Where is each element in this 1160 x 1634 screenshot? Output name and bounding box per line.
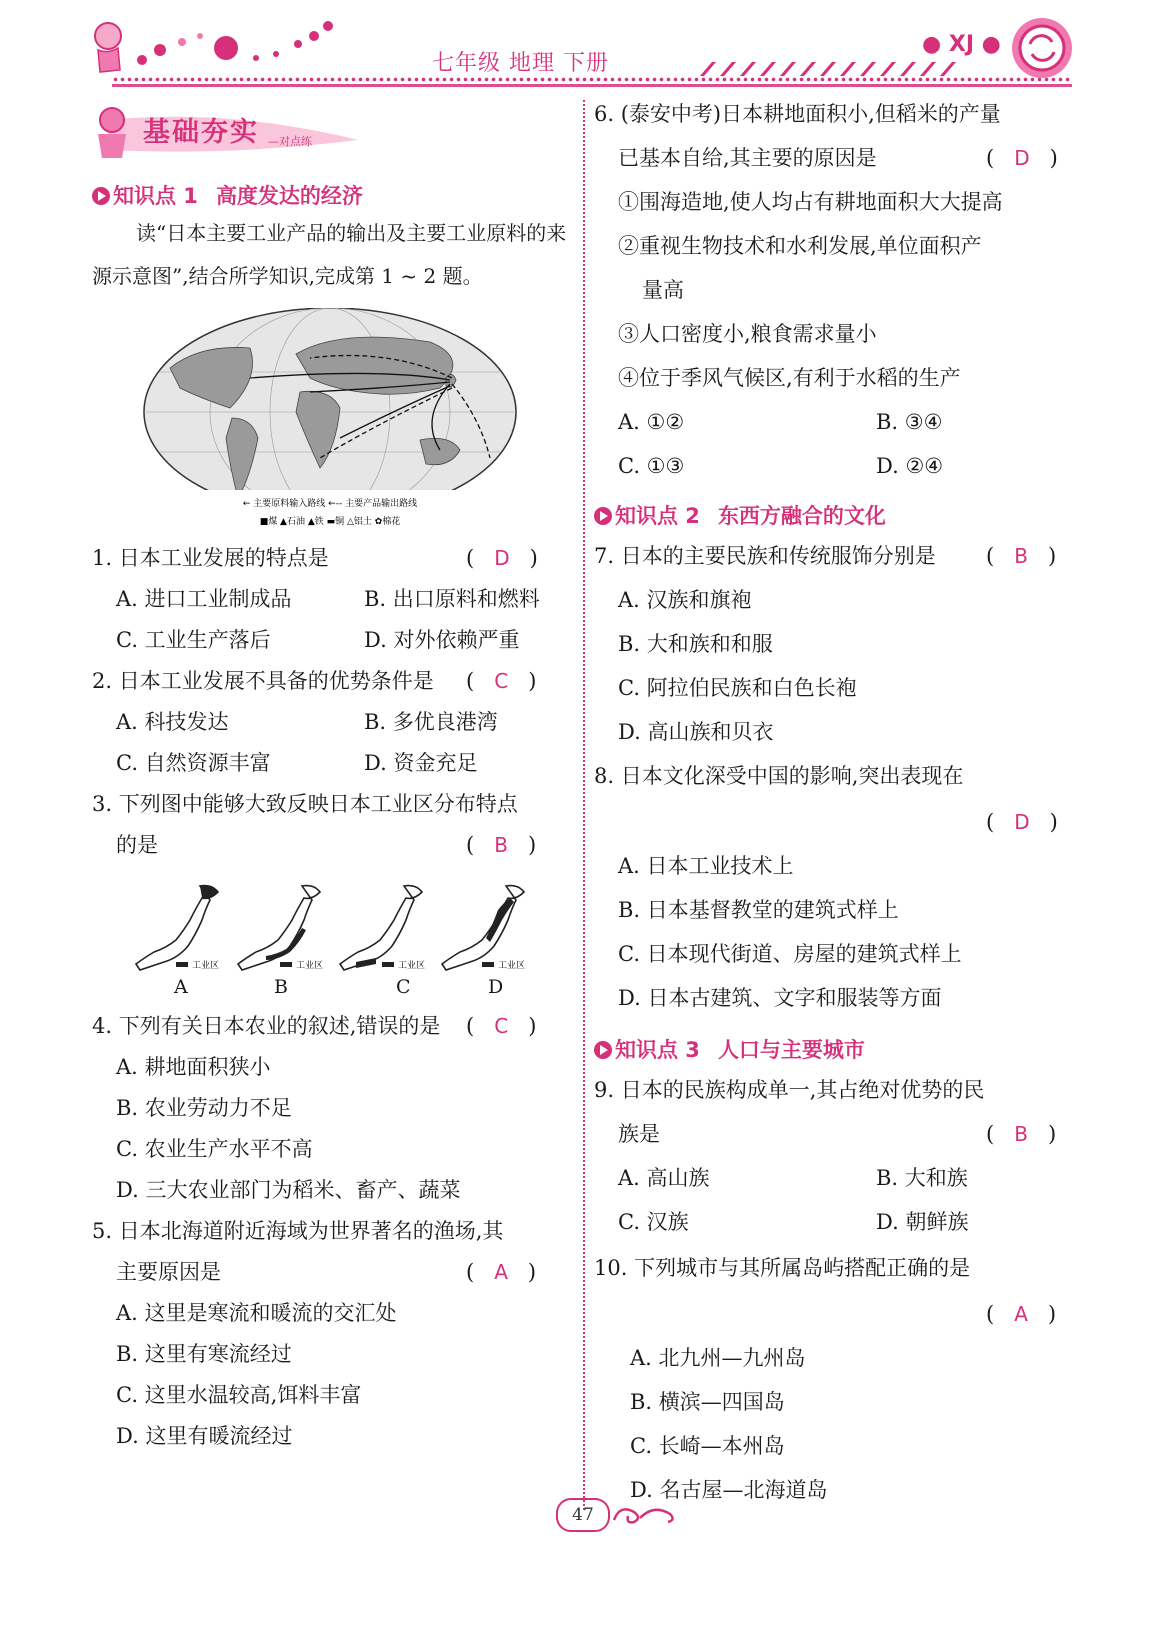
kp3-title: 人口与主要城市: [717, 1038, 865, 1062]
kp1-label: 知识点 1: [113, 184, 198, 208]
question-10-answer: ( A ): [986, 1302, 1057, 1326]
japan-map-a: [136, 886, 218, 970]
question-1-stem: 1. 日本工业发展的特点是: [92, 546, 329, 570]
question-6-answer: ( D ): [986, 146, 1058, 170]
map-a-legend: 工业区: [192, 961, 220, 971]
japan-map-c: [340, 886, 422, 970]
q6-option-b: B. ③④: [876, 410, 943, 434]
question-5-stem: 5. 日本北海道附近海域为世界著名的渔场,其: [92, 1219, 504, 1243]
q7-option-b: B. 大和族和和服: [618, 632, 773, 656]
q7-option-a: A. 汉族和旗袍: [618, 588, 752, 612]
kp2-label: 知识点 2: [615, 504, 700, 528]
column-divider: [583, 100, 585, 1510]
question-10-stem: 10. 下列城市与其所属岛屿搭配正确的是: [594, 1256, 971, 1280]
q10-option-b: B. 横滨—四国岛: [630, 1390, 785, 1414]
question-2-answer: ( C ): [466, 669, 537, 693]
question-5-answer: ( A ): [466, 1260, 537, 1284]
q2-option-d: D. 资金充足: [364, 751, 478, 775]
page-number: 47: [556, 1498, 610, 1532]
q7-option-c: C. 阿拉伯民族和白色长袍: [618, 676, 857, 700]
question-5-stem-cont: 主要原因是: [116, 1260, 221, 1284]
q8-option-a: A. 日本工业技术上: [618, 854, 794, 878]
q9-option-b: B. 大和族: [876, 1166, 968, 1190]
question-9-stem: 9. 日本的民族构成单一,其占绝对优势的民: [594, 1078, 985, 1102]
kp3-label: 知识点 3: [615, 1038, 700, 1062]
question-8-stem: 8. 日本文化深受中国的影响,突出表现在: [594, 764, 964, 788]
q10-option-c: C. 长崎—本州岛: [630, 1434, 785, 1458]
question-1-answer: ( D ): [466, 546, 538, 570]
world-map-figure: [140, 308, 520, 548]
japan-map-b: [238, 886, 320, 970]
kp1-title: 高度发达的经济: [215, 184, 363, 208]
q9-option-a: A. 高山族: [618, 1166, 710, 1190]
japan-map-d: [442, 886, 524, 970]
map-label-c: C: [396, 976, 411, 998]
q4-option-a: A. 耕地面积狭小: [116, 1055, 271, 1079]
q8-option-b: B. 日本基督教堂的建筑式样上: [618, 898, 899, 922]
question-3-stem-cont: 的是: [116, 833, 158, 857]
q9-option-d: D. 朝鲜族: [876, 1210, 969, 1234]
q6-statement-2: ②重视生物技术和水利发展,单位面积产: [618, 234, 982, 258]
map-d-legend: 工业区: [498, 961, 526, 971]
knowledge-point-2: [594, 500, 886, 530]
play-icon: [594, 1041, 612, 1059]
q6-statement-3: ③人口密度小,粮食需求量小: [618, 322, 877, 346]
section-title: 基础夯实: [143, 117, 259, 148]
map-legend-resources: ■煤 ▲石油 ▲铁 ▬铜 △铝土 ✿棉花: [259, 517, 401, 527]
q1-option-c: C. 工业生产落后: [116, 628, 271, 652]
question-3-stem: 3. 下列图中能够大致反映日本工业区分布特点: [92, 792, 518, 816]
header-title: 七年级 地理 下册: [432, 51, 609, 76]
intro-paragraph: 读“日本主要工业产品的输出及主要工业原料的来源示意图”,结合所学知识,完成第 1 ~ 2 题。: [92, 221, 567, 288]
q6-option-a: A. ①②: [618, 410, 685, 434]
map-c-legend: 工业区: [398, 961, 426, 971]
play-icon: [92, 187, 110, 205]
q5-option-d: D. 这里有暖流经过: [116, 1424, 293, 1448]
question-9-answer: ( B ): [986, 1122, 1057, 1146]
header-rule: [112, 84, 1072, 87]
q5-option-b: B. 这里有寒流经过: [116, 1342, 292, 1366]
map-b-legend: 工业区: [296, 961, 324, 971]
question-4-answer: ( C ): [466, 1014, 537, 1038]
q5-option-c: C. 这里水温较高,饵料丰富: [116, 1383, 362, 1407]
map-label-d: D: [488, 976, 504, 998]
q8-option-c: C. 日本现代街道、房屋的建筑式样上: [618, 942, 962, 966]
question-8-answer: ( D ): [986, 810, 1058, 834]
q6-statement-1: ①围海造地,使人均占有耕地面积大大提高: [618, 190, 1003, 214]
q1-option-b: B. 出口原料和燃料: [364, 587, 540, 611]
q8-option-d: D. 日本古建筑、文字和服装等方面: [618, 986, 942, 1010]
q4-option-d: D. 三大农业部门为稻米、畜产、蔬菜: [116, 1178, 461, 1202]
question-7-stem: 7. 日本的主要民族和传统服饰分别是: [594, 544, 936, 568]
q6-statement-4: ④位于季风气候区,有利于水稻的生产: [618, 366, 961, 390]
map-label-b: B: [274, 976, 288, 998]
q9-option-c: C. 汉族: [618, 1210, 689, 1234]
q10-option-a: A. 北九州—九州岛: [630, 1346, 806, 1370]
q6-option-c: C. ①③: [618, 454, 685, 478]
q5-option-a: A. 这里是寒流和暖流的交汇处: [116, 1301, 397, 1325]
q6-option-d: D. ②④: [876, 454, 944, 478]
header-code: ● XJ ●: [922, 32, 1001, 57]
knowledge-point-3: [594, 1034, 865, 1064]
question-6-stem-cont: 已基本自给,其主要的原因是: [618, 146, 877, 170]
q2-option-c: C. 自然资源丰富: [116, 751, 271, 775]
q6-statement-2-cont: 量高: [642, 278, 684, 302]
footer-swirl-icon: [610, 1500, 680, 1530]
q4-option-b: B. 农业劳动力不足: [116, 1096, 292, 1120]
q2-option-a: A. 科技发达: [116, 710, 229, 734]
japan-maps-figure: [130, 880, 550, 980]
map-label-a: A: [174, 976, 188, 998]
q7-option-d: D. 高山族和贝衣: [618, 720, 774, 744]
header-dotted-rule: [112, 76, 1072, 84]
q1-option-d: D. 对外依赖严重: [364, 628, 520, 652]
question-7-answer: ( B ): [986, 544, 1057, 568]
play-icon: [594, 507, 612, 525]
question-9-stem-cont: 族是: [618, 1122, 660, 1146]
knowledge-point-1: [92, 180, 363, 210]
q10-option-d: D. 名古屋—北海道岛: [630, 1478, 828, 1502]
q2-option-b: B. 多优良港湾: [364, 710, 498, 734]
question-4-stem: 4. 下列有关日本农业的叙述,错误的是: [92, 1014, 441, 1038]
kp2-title: 东西方融合的文化: [717, 504, 886, 528]
q4-option-c: C. 农业生产水平不高: [116, 1137, 313, 1161]
q1-option-a: A. 进口工业制成品: [116, 587, 292, 611]
map-legend-routes: ← 主要原料输入路线 ←-- 主要产品输出路线: [242, 499, 418, 509]
section-subtitle: —对点练: [268, 135, 312, 148]
question-2-stem: 2. 日本工业发展不具备的优势条件是: [92, 669, 434, 693]
question-3-answer: ( B ): [466, 833, 537, 857]
question-6-stem: 6. (泰安中考)日本耕地面积小,但稻米的产量: [594, 102, 1001, 126]
